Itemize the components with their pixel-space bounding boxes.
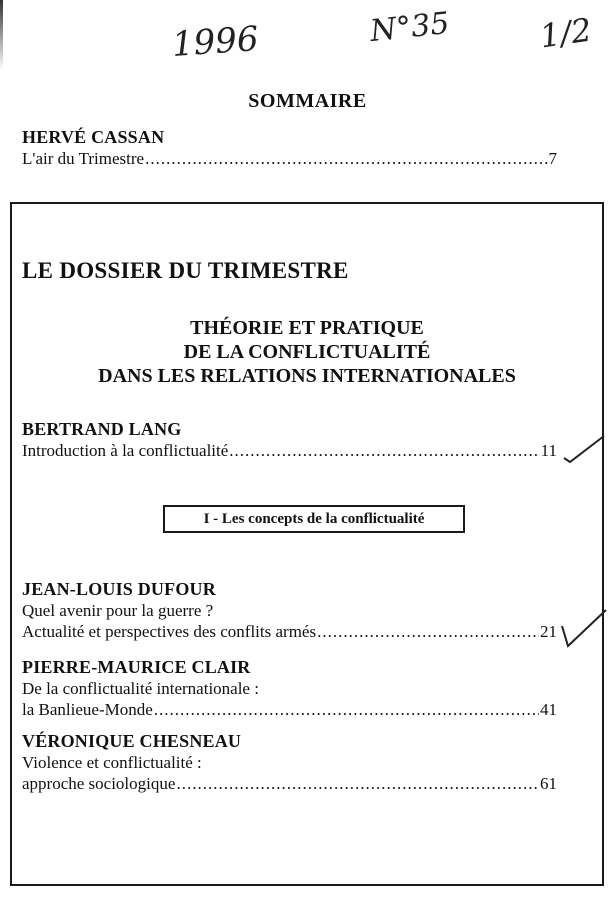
entry-title-line xyxy=(22,148,557,169)
entry-subtitle: approche sociologique xyxy=(22,774,176,793)
entry-title-line xyxy=(22,773,557,794)
dossier-heading: LE DOSSIER DU TRIMESTRE xyxy=(22,258,349,283)
entry-author: JEAN-LOUIS DUFOUR xyxy=(22,579,216,599)
entry-author: BERTRAND LANG xyxy=(22,419,182,439)
entry-title-line xyxy=(22,699,557,720)
leader-dots xyxy=(145,148,547,169)
leader-dots xyxy=(176,773,539,794)
toc-entry-lang[interactable] xyxy=(22,418,557,461)
entry-author: VÉRONIQUE CHESNEAU xyxy=(22,731,242,751)
entry-page: 11 xyxy=(540,441,557,460)
entry-page: 21 xyxy=(540,622,557,641)
handwritten-annotation xyxy=(0,5,615,70)
toc-entry-clair[interactable] xyxy=(22,656,557,720)
handwritten-year: 1996 xyxy=(170,19,260,65)
theme-line-2: DE LA CONFLICTUALITÉ xyxy=(183,341,431,363)
page-title: SOMMAIRE xyxy=(248,90,367,112)
entry-title: Violence et conflictualité : xyxy=(22,753,202,772)
handwritten-issue: N°35 xyxy=(368,5,452,50)
entry-page: 41 xyxy=(540,700,557,719)
entry-title-line xyxy=(22,440,557,461)
entry-title: Quel avenir pour la guerre ? xyxy=(22,601,214,620)
leader-dots xyxy=(229,440,539,461)
toc-entry-dufour[interactable] xyxy=(22,578,557,642)
theme-line-1: THÉORIE ET PRATIQUE xyxy=(190,317,424,339)
entry-page: 7 xyxy=(548,149,557,168)
entry-author: PIERRE-MAURICE CLAIR xyxy=(22,657,251,677)
dossier-theme xyxy=(10,316,604,388)
entry-title: De la conflictualité internationale : xyxy=(22,679,259,698)
entry-subtitle: Actualité et perspectives des conflits armés xyxy=(22,622,317,641)
section-heading: I - Les concepts de la conflictualité xyxy=(163,505,465,533)
entry-title-line xyxy=(22,621,557,642)
leader-dots xyxy=(154,699,539,720)
entry-title: L'air du Trimestre xyxy=(22,149,145,168)
toc-entry-intro[interactable] xyxy=(22,126,557,169)
checkmark-icon xyxy=(558,606,610,662)
theme-line-3: DANS LES RELATIONS INTERNATIONALES xyxy=(98,365,516,387)
toc-entry-chesneau[interactable] xyxy=(22,730,557,794)
checkmark-icon xyxy=(562,430,607,470)
entry-subtitle: la Banlieue-Monde xyxy=(22,700,153,719)
entry-page: 61 xyxy=(540,774,557,793)
entry-title: Introduction à la conflictualité xyxy=(22,441,229,460)
leader-dots xyxy=(317,621,539,642)
entry-author: HERVÉ CASSAN xyxy=(22,127,165,147)
handwritten-part: 1/2 xyxy=(537,10,594,56)
